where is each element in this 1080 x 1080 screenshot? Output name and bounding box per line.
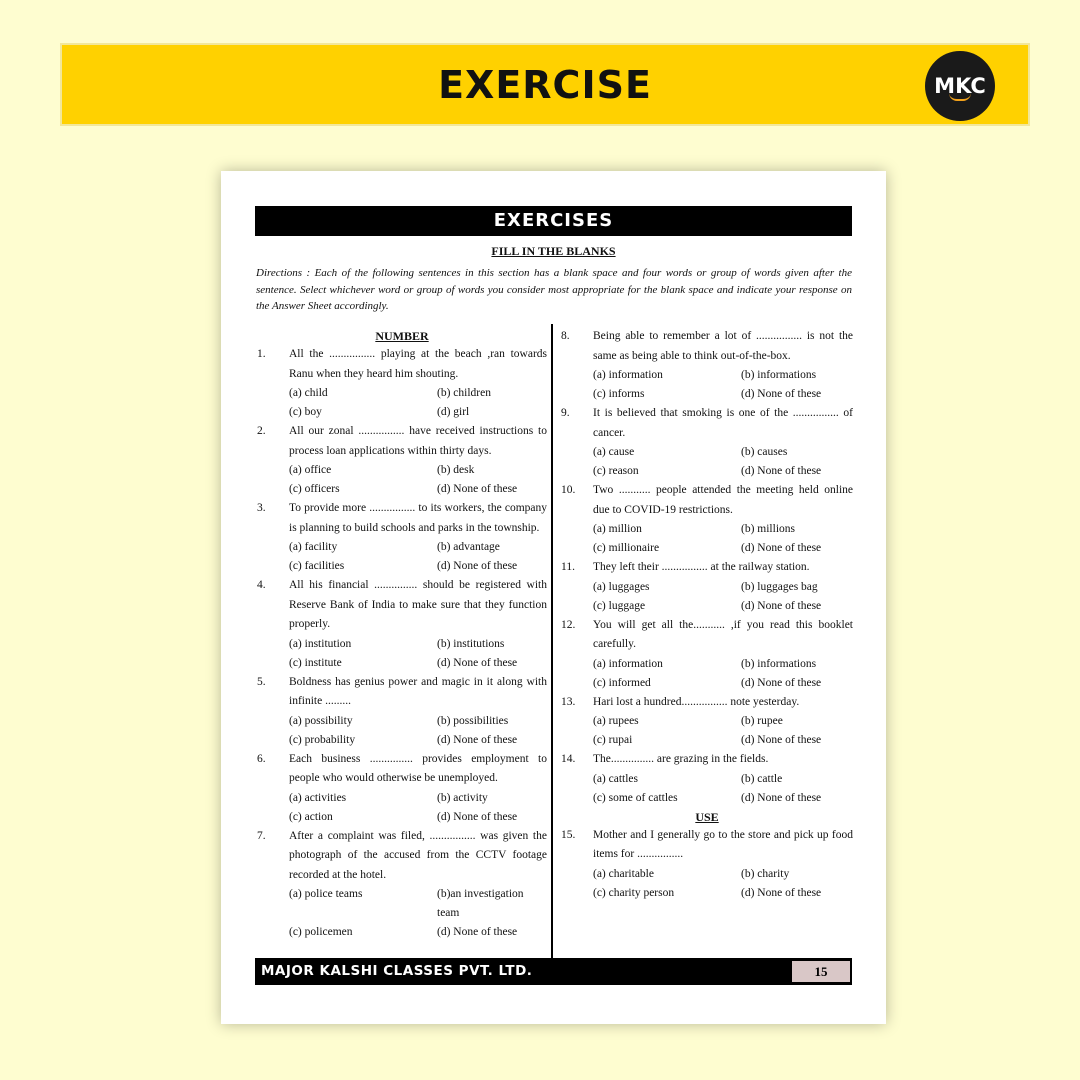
answer-option: (a) possibility bbox=[289, 714, 353, 727]
question-number: 9. bbox=[561, 407, 570, 419]
answer-option: (b) institutions bbox=[437, 637, 505, 650]
answer-option: (d) None of these bbox=[741, 465, 822, 477]
question-item bbox=[257, 499, 547, 576]
document-page bbox=[221, 171, 886, 1024]
answer-option: (b) millions bbox=[741, 523, 795, 535]
answer-options bbox=[593, 366, 853, 404]
right-question-list-use bbox=[561, 826, 853, 903]
question-item bbox=[561, 693, 853, 751]
question-number: 13. bbox=[561, 695, 576, 708]
question-text: To provide more ................ to its workers, the company is planning to build schools and parks in the township. bbox=[289, 502, 547, 534]
question-text: Each business ............... provides employment to people who would otherwise be unemployed. bbox=[289, 752, 547, 784]
question-number: 5. bbox=[257, 675, 266, 688]
answer-option: (c) probability bbox=[289, 733, 356, 746]
answer-option: (c) facilities bbox=[289, 560, 345, 572]
logo-smile-icon bbox=[949, 93, 971, 101]
question-item bbox=[257, 673, 547, 750]
question-text: Two ........... people attended the meeting held online due to COVID-19 restrictions. bbox=[593, 484, 853, 516]
answer-option: (b) activity bbox=[437, 791, 488, 804]
answer-option: (b) children bbox=[437, 387, 491, 399]
question-number: 4. bbox=[257, 579, 266, 591]
footer-company-name: MAJOR KALSHI CLASSES PVT. LTD. bbox=[261, 963, 533, 979]
answer-options bbox=[593, 578, 853, 616]
answer-option: (b) rupee bbox=[741, 715, 783, 727]
question-item bbox=[257, 422, 547, 499]
question-number: 7. bbox=[257, 829, 266, 842]
question-number: 2. bbox=[257, 425, 266, 437]
answer-options bbox=[289, 885, 547, 942]
question-number: 1. bbox=[257, 348, 266, 360]
question-item bbox=[561, 616, 853, 693]
question-number: 15. bbox=[561, 828, 576, 841]
answer-option: (b) cattle bbox=[741, 772, 783, 785]
logo-text: MKC bbox=[934, 74, 986, 98]
answer-option: (c) officers bbox=[289, 483, 340, 495]
answer-option: (a) million bbox=[593, 523, 642, 535]
answer-option: (c) institute bbox=[289, 656, 342, 669]
answer-option: (d) None of these bbox=[741, 791, 822, 804]
answer-options bbox=[593, 712, 853, 750]
answer-option: (d) None of these bbox=[437, 656, 518, 669]
question-text: After a complaint was filed, ................ was given the photograph of the accused from the CCTV footage recorded at the hotel. bbox=[289, 829, 547, 881]
question-item bbox=[561, 404, 853, 481]
answer-option: (d) None of these bbox=[437, 483, 518, 495]
exercises-header: EXERCISES bbox=[255, 206, 852, 236]
answer-option: (d) None of these bbox=[437, 810, 518, 823]
answer-option: (d) girl bbox=[437, 406, 470, 418]
section-title-use: USE bbox=[695, 809, 719, 824]
answer-options bbox=[289, 384, 547, 422]
answer-option: (c) informs bbox=[593, 388, 645, 400]
question-text: They left their ................ at the railway station. bbox=[593, 561, 810, 573]
question-text: The............... are grazing in the fields. bbox=[593, 753, 769, 765]
page-number: 15 bbox=[792, 961, 850, 982]
answer-option: (a) activities bbox=[289, 791, 347, 804]
answer-option: (b) possibilities bbox=[437, 714, 509, 727]
answer-option: (a) rupees bbox=[593, 715, 639, 727]
question-item bbox=[257, 576, 547, 673]
answer-options bbox=[289, 712, 547, 750]
question-text: All our zonal ................ have received instructions to process loan applications within thirty days. bbox=[289, 425, 547, 457]
question-number: 14. bbox=[561, 753, 576, 765]
answer-option: (a) information bbox=[593, 369, 663, 381]
answer-option: (d) None of these bbox=[741, 388, 822, 400]
answer-option: (d) None of these bbox=[437, 926, 518, 938]
question-item bbox=[561, 481, 853, 558]
answer-option: (a) cattles bbox=[593, 772, 639, 785]
answer-options bbox=[593, 865, 853, 903]
answer-option: (b) desk bbox=[437, 464, 475, 476]
answer-option: (d) None of these bbox=[437, 733, 518, 746]
answer-option: (a) luggages bbox=[593, 580, 650, 593]
question-text: All his financial ............... should be registered with Reserve Bank of India to make sure that they function properly. bbox=[289, 579, 547, 630]
answer-options bbox=[289, 635, 547, 673]
answer-option: (a) information bbox=[593, 657, 663, 670]
answer-option: (d) None of these bbox=[741, 676, 822, 689]
answer-option: (c) policemen bbox=[289, 926, 353, 938]
answer-option: (a) office bbox=[289, 464, 332, 476]
question-number: 12. bbox=[561, 618, 576, 631]
question-item bbox=[257, 345, 547, 422]
question-text: Boldness has genius power and magic in it along with infinite ......... bbox=[289, 675, 547, 707]
question-item bbox=[561, 558, 853, 616]
answer-option: (d) None of these bbox=[741, 542, 822, 554]
answer-option: (b) luggages bag bbox=[741, 580, 818, 593]
answer-options bbox=[289, 789, 547, 827]
answer-option: (b) advantage bbox=[437, 541, 500, 553]
question-text: All the ................ playing at the beach ,ran towards Ranu when they heard him shouting. bbox=[289, 348, 547, 380]
question-number: 10. bbox=[561, 484, 576, 496]
answer-options bbox=[289, 538, 547, 576]
answer-option: (c) luggage bbox=[593, 599, 646, 612]
page-footer bbox=[255, 958, 852, 985]
answer-option: (b) informations bbox=[741, 369, 817, 381]
question-number: 6. bbox=[257, 752, 266, 765]
answer-option: (c) informed bbox=[593, 676, 651, 689]
question-text: Hari lost a hundred................ note yesterday. bbox=[593, 695, 800, 708]
answer-option: (c) millionaire bbox=[593, 542, 660, 554]
answer-option: (c) action bbox=[289, 810, 333, 823]
fill-in-the-blanks-heading: FILL IN THE BLANKS bbox=[491, 244, 616, 258]
answer-option: (c) reason bbox=[593, 465, 639, 477]
answer-option: (c) some of cattles bbox=[593, 791, 678, 804]
answer-options bbox=[289, 461, 547, 499]
answer-option: (a) child bbox=[289, 387, 328, 399]
answer-options bbox=[593, 520, 853, 558]
answer-option: (b) charity bbox=[741, 867, 790, 880]
answer-option: (c) rupai bbox=[593, 734, 633, 746]
answer-options bbox=[593, 655, 853, 693]
question-item bbox=[257, 827, 547, 943]
answer-option: (b) informations bbox=[741, 657, 817, 670]
top-banner bbox=[60, 43, 1030, 126]
answer-option: (a) facility bbox=[289, 541, 338, 553]
answer-option: (d) None of these bbox=[741, 886, 822, 899]
question-item bbox=[561, 750, 853, 808]
answer-option: (a) institution bbox=[289, 637, 352, 650]
answer-options bbox=[593, 770, 853, 808]
answer-option: (b) causes bbox=[741, 446, 788, 458]
left-question-list bbox=[257, 345, 547, 942]
answer-option: (a) police teams bbox=[289, 888, 363, 900]
question-text: It is believed that smoking is one of the ................ of cancer. bbox=[593, 407, 853, 439]
right-question-list bbox=[561, 327, 853, 808]
left-column bbox=[257, 327, 547, 942]
answer-option: (a) cause bbox=[593, 446, 635, 458]
right-column bbox=[561, 327, 853, 903]
answer-option: (a) charitable bbox=[593, 867, 654, 880]
answer-option: (d) None of these bbox=[741, 734, 822, 746]
question-number: 8. bbox=[561, 330, 570, 342]
answer-option: (d) None of these bbox=[437, 560, 518, 572]
directions-text: Directions : Each of the following sentences in this section has a blank space and four words or group of words given after the sentence. Select whichever word or group of words you consider most appropriate for the blank space and indicate your response on the Answer Sheet accordingly. bbox=[256, 267, 852, 312]
question-text: Being able to remember a lot of ................ is not the same as being able to think out-of-the-box. bbox=[593, 330, 853, 362]
answer-option: (c) charity person bbox=[593, 886, 675, 899]
question-number: 11. bbox=[561, 561, 575, 573]
question-number: 3. bbox=[257, 502, 266, 514]
answer-option: (c) boy bbox=[289, 406, 322, 418]
question-text: You will get all the........... ,if you read this booklet carefully. bbox=[593, 618, 853, 650]
mkc-logo bbox=[925, 51, 995, 121]
question-item bbox=[561, 826, 853, 903]
question-text: Mother and I generally go to the store and pick up food items for ................ bbox=[593, 828, 853, 860]
question-item bbox=[561, 327, 853, 404]
question-item bbox=[257, 750, 547, 827]
answer-option: (d) None of these bbox=[741, 599, 822, 612]
answer-options bbox=[593, 443, 853, 481]
column-divider bbox=[551, 324, 553, 958]
banner-title: EXERCISE bbox=[438, 63, 652, 107]
answer-option: (b)an investigation team bbox=[437, 888, 524, 919]
section-title-number: NUMBER bbox=[375, 329, 429, 343]
